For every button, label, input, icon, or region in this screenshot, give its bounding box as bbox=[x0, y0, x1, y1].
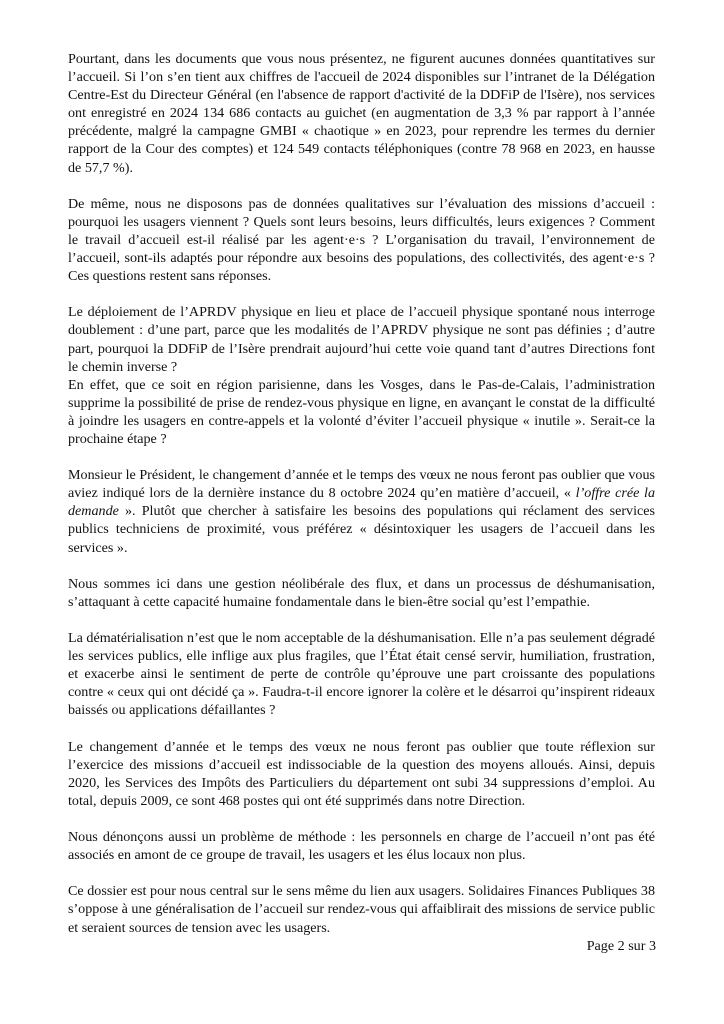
quote-intro: Monsieur le Président, le changement d’année et le temps des vœux ne nous feront pas oublier que vous aviez indiqué lors de la dernière instance du 8 octobre 2024 qu’en matière d’accueil, « bbox=[68, 467, 655, 502]
paragraph-method-problem: Nous dénonçons aussi un problème de méthode : les personnels en charge de l’accueil n’ont pas été associés en amont de ce groupe de travail, les usagers et les élus locaux non plus. bbox=[68, 829, 655, 864]
quote-outro: ». Plutôt que chercher à satisfaire les besoins des populations qui réclament des services publics techniciens de proximité, vous préférez « désintoxiquer les usagers de l’accueil dans les services ». bbox=[68, 503, 655, 556]
paragraph-qualitative-data: De même, nous ne disposons pas de données qualitatives sur l’évaluation des missions d’accueil : pourquoi les usagers viennent ? Quels sont leurs besoins, leurs difficultés, leurs exigences ? Comment le travail d’accueil est-il réalisé par les agent·e·s ? L’organisation du travail, l’environnement de l’accueil, sont-ils adaptés pour répondre aux besoins des populations, des collectivités, des agent·e·s ? Ces questions restent sans réponses. bbox=[68, 195, 655, 285]
paragraph-aprdv-deployment: Le déploiement de l’APRDV physique en lieu et place de l’accueil physique spontané nous interroge doublement : d’une part, parce que les modalités de l’APRDV physique ne sont pas définies ; d’autre part, pourquoi la DDFiP de l’Isère prendrait aujourd’hui cette voie quand tant d’autres Directions font le chemin inverse ? bbox=[68, 304, 655, 375]
document-body bbox=[68, 50, 655, 955]
paragraph-quantitative-data: Pourtant, dans les documents que vous nous présentez, ne figurent aucunes données quantitatives sur l’accueil. Si l’on s’en tient aux chiffres de l'accueil de 2024 disponibles sur l’intranet de la Délégation Centre-Est du Directeur Général (en l'absence de rapport d'activité de la DDFiP de l'Isère), nos services ont enregistré en 2024 134 686 contacts au guichet (en augmentation de 3,3 % par rapport à l’année précédente, malgré la campagne GMBI « chaotique » en 2023, pour reprendre les termes du dernier rapport de la Cour des comptes) et 124 549 contacts téléphoniques (contre 78 968 en 2023, en hausse de 57,7 %). bbox=[68, 51, 655, 176]
paragraph-other-regions: En effet, que ce soit en région parisienne, dans les Vosges, dans le Pas-de-Calais, l’administration supprime la possibilité de prise de rendez-vous physique en ligne, en avançant le constat de la difficulté à joindre les usagers en contre-appels et la volonté d’éviter l’accueil physique « inutile ». Serait-ce la prochaine étape ? bbox=[68, 376, 655, 447]
page-number: Page 2 sur 3 bbox=[586, 938, 656, 954]
paragraph-conclusion: Ce dossier est pour nous central sur le sens même du lien aux usagers. Solidaires Finances Publiques 38 s’oppose à une généralisation de l’accueil sur rendez-vous qui affaiblirait des missions de service public et seraient sources de tension avec les usagers. bbox=[68, 883, 655, 936]
paragraph-means-allocated: Le changement d’année et le temps des vœux ne nous feront pas oublier que toute réflexion sur l’exercice des missions d’accueil est indissociable de la question des moyens alloués. Ainsi, depuis 2020, les Services des Impôts des Particuliers du département ont subi 34 suppressions d’emploi. Au total, depuis 2009, ce sont 468 postes qui ont été supprimés dans notre Direction. bbox=[68, 738, 655, 809]
quote-italic: l’offre crée la demande bbox=[68, 485, 655, 520]
paragraph-dematerialisation: La dématérialisation n’est que le nom acceptable de la déshumanisation. Elle n’a pas seulement dégradé les services publics, elle inflige aux plus fragiles, que l’État était censé servir, humiliation, frustration, et exacerbe ainsi le sentiment de perte de contrôle qu’éprouve une part croissante des populations contre « ceux qui ont décidé ça ». Faudra-t-il encore ignorer la colère et le désarroi qu’inspirent rideaux baissés ou applications défaillantes ? bbox=[68, 630, 655, 719]
paragraph-president-statement bbox=[68, 466, 655, 556]
paragraph-neoliberal-management: Nous sommes ici dans une gestion néolibérale des flux, et dans un processus de déshumanisation, s’attaquant à cette capacité humaine fondamentale dans le bien-être social qu’est l’empathie. bbox=[68, 575, 655, 610]
